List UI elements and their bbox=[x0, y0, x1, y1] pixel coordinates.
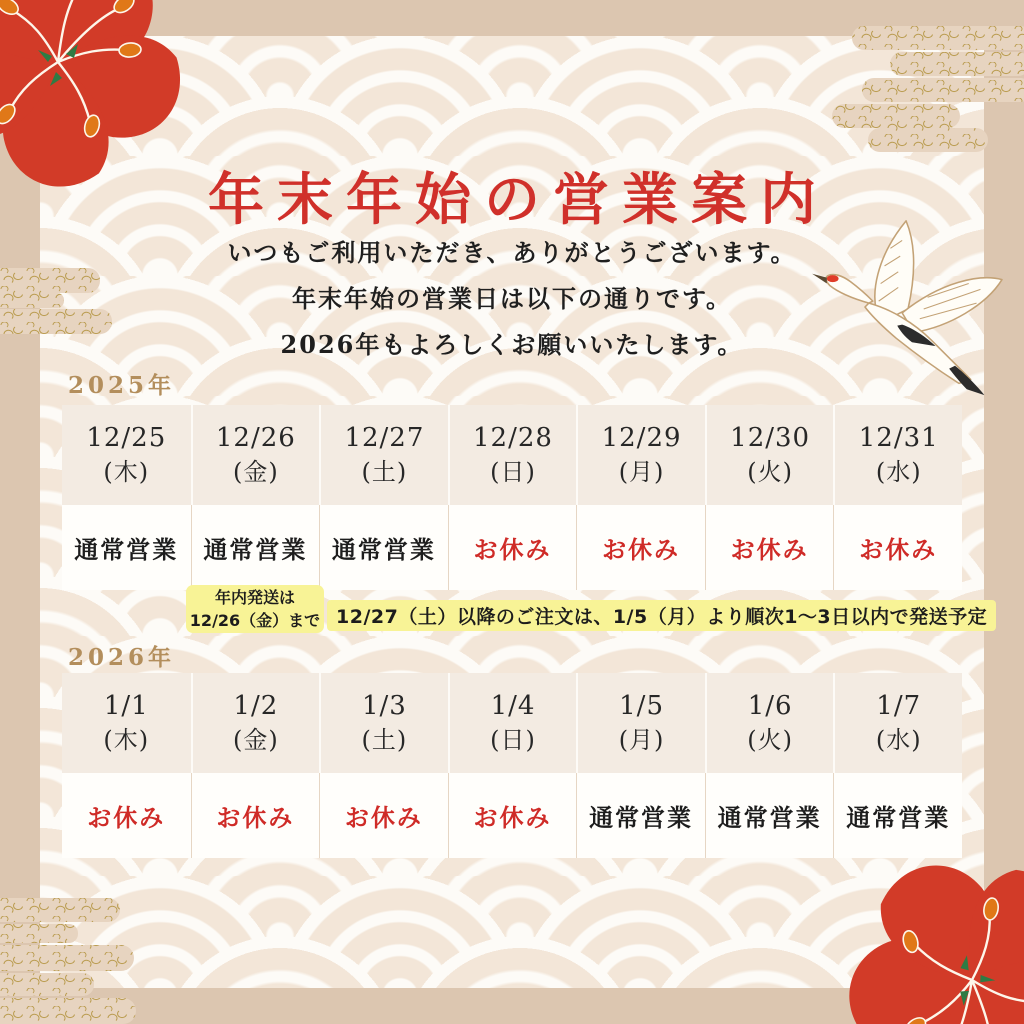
calendar-2025 bbox=[62, 405, 962, 590]
date-label: 12/26 bbox=[215, 423, 296, 454]
year-label-2026: 2026年 bbox=[68, 644, 176, 671]
greeting-text bbox=[0, 230, 1024, 368]
day-header-cell bbox=[319, 405, 448, 505]
date-label: 1/3 bbox=[362, 691, 407, 722]
shipping-note-small-line1: 年内発送は bbox=[214, 587, 295, 607]
greeting-line-1: いつもご利用いただき、ありがとうございます。 bbox=[227, 238, 797, 267]
day-header-cell bbox=[319, 673, 448, 773]
status-cell: 通常営業 bbox=[833, 773, 962, 858]
date-label: 1/2 bbox=[233, 691, 279, 722]
day-header-cell bbox=[448, 405, 577, 505]
greeting-line-2: 年末年始の営業日は以下の通りです。 bbox=[291, 284, 733, 313]
day-header-cell bbox=[576, 405, 705, 505]
greeting-line-3: 2026年もよろしくお願いいたします。 bbox=[280, 330, 744, 359]
weekday-label: (木) bbox=[103, 726, 150, 755]
status-cell: 通常営業 bbox=[319, 505, 448, 590]
date-label: 12/31 bbox=[858, 423, 939, 454]
page-title: 年末年始の営業案内 bbox=[208, 166, 829, 233]
date-label: 12/27 bbox=[344, 423, 425, 454]
weekday-label: (月) bbox=[618, 726, 665, 755]
status-cell: 通常営業 bbox=[62, 505, 191, 590]
weekday-label: (金) bbox=[232, 458, 279, 487]
shipping-note-small bbox=[186, 585, 324, 633]
day-header-cell bbox=[191, 405, 320, 505]
day-header-cell bbox=[576, 673, 705, 773]
shipping-note-small-line2: 12/26（金）まで bbox=[189, 611, 321, 630]
date-label: 12/29 bbox=[601, 423, 682, 454]
calendar-2026 bbox=[62, 673, 962, 858]
date-label: 1/6 bbox=[747, 691, 793, 722]
status-cell: 通常営業 bbox=[576, 773, 705, 858]
status-cell: お休み bbox=[576, 505, 705, 590]
day-header-cell bbox=[705, 673, 834, 773]
date-label: 12/30 bbox=[730, 423, 811, 454]
weekday-label: (金) bbox=[232, 726, 279, 755]
year-label-2025: 2025年 bbox=[68, 372, 176, 399]
status-cell: お休み bbox=[705, 505, 834, 590]
weekday-label: (日) bbox=[490, 726, 536, 755]
status-cell: お休み bbox=[62, 773, 191, 858]
weekday-label: (土) bbox=[361, 726, 408, 755]
status-cell: 通常営業 bbox=[191, 505, 320, 590]
day-header-cell bbox=[191, 673, 320, 773]
weekday-label: (水) bbox=[875, 458, 922, 487]
date-label: 1/7 bbox=[876, 691, 922, 722]
day-header-cell bbox=[833, 405, 962, 505]
shipping-note-long: 12/27（土）以降のご注文は、1/5（月）より順次1～3日以内で発送予定 bbox=[327, 600, 996, 631]
status-cell: お休み bbox=[319, 773, 448, 858]
weekday-label: (水) bbox=[875, 726, 922, 755]
date-label: 12/28 bbox=[473, 423, 553, 454]
status-cell: お休み bbox=[448, 773, 577, 858]
weekday-label: (土) bbox=[361, 458, 408, 487]
date-label: 1/4 bbox=[490, 691, 536, 722]
status-cell: お休み bbox=[833, 505, 962, 590]
weekday-label: (火) bbox=[747, 458, 793, 487]
weekday-label: (火) bbox=[747, 726, 793, 755]
weekday-label: (日) bbox=[490, 458, 536, 487]
day-header-cell bbox=[448, 673, 577, 773]
day-header-cell bbox=[62, 673, 191, 773]
status-cell: お休み bbox=[191, 773, 320, 858]
day-header-cell bbox=[833, 673, 962, 773]
status-cell: お休み bbox=[448, 505, 577, 590]
day-header-cell bbox=[705, 405, 834, 505]
day-header-cell bbox=[62, 405, 191, 505]
date-label: 1/5 bbox=[619, 691, 664, 722]
weekday-label: (月) bbox=[618, 458, 665, 487]
status-cell: 通常営業 bbox=[705, 773, 834, 858]
weekday-label: (木) bbox=[103, 458, 150, 487]
date-label: 1/1 bbox=[103, 691, 149, 722]
date-label: 12/25 bbox=[86, 423, 167, 454]
